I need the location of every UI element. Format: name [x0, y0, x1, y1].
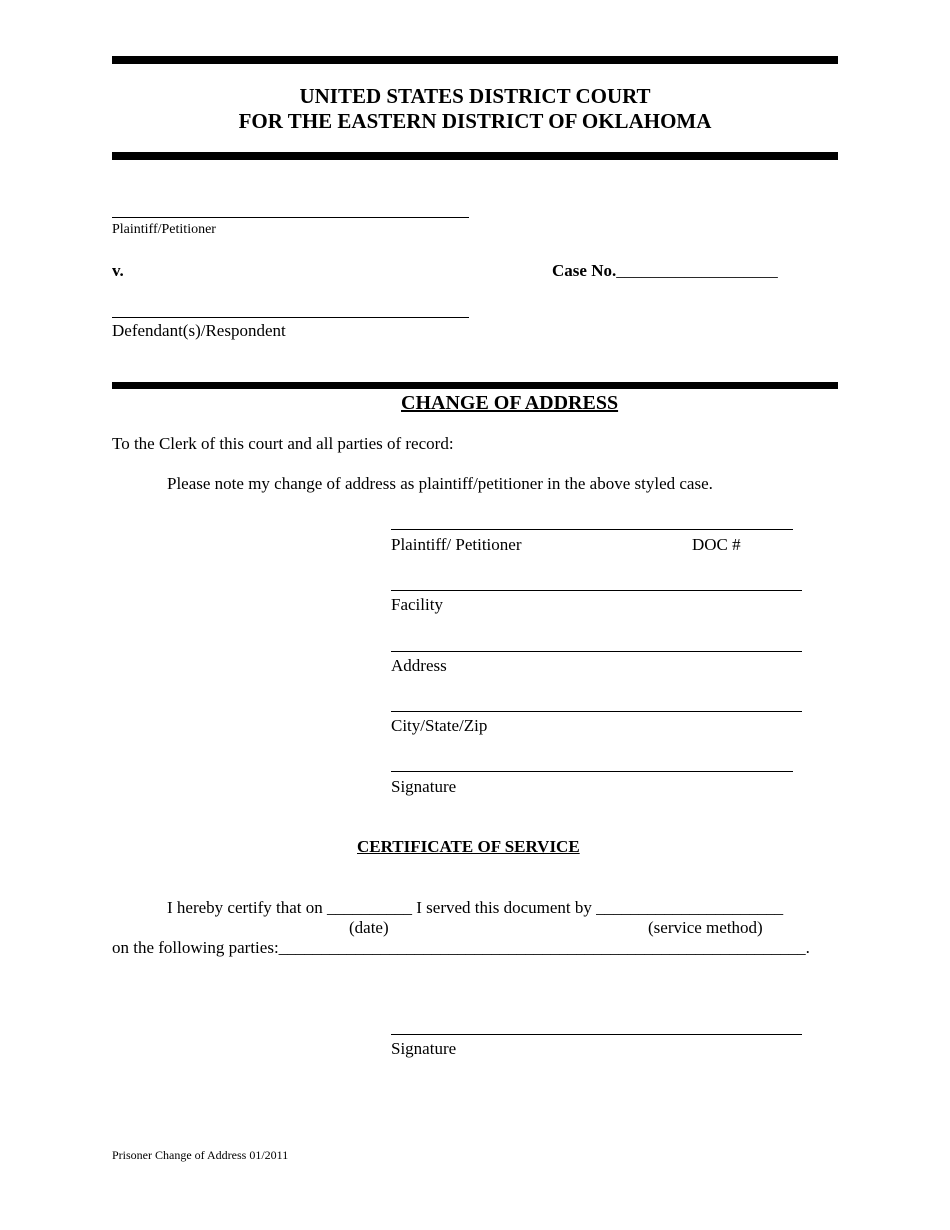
doc-number-label: DOC #: [692, 535, 741, 554]
versus-label: v.: [112, 261, 124, 280]
certify-text-b: I served this document by: [416, 898, 592, 917]
salutation: To the Clerk of this court and all parties of record:: [112, 434, 454, 453]
parties-line: [112, 939, 810, 956]
date-field[interactable]: __________: [327, 898, 413, 917]
date-caption: (date): [349, 918, 389, 937]
notice-title: CHANGE OF ADDRESS: [401, 392, 619, 414]
defendant-name-line[interactable]: [112, 317, 469, 318]
header-top-rule: [112, 56, 838, 64]
parties-label: on the following parties:: [112, 938, 279, 957]
signature-label: Signature: [391, 777, 457, 796]
section-rule: [112, 382, 838, 389]
certify-text-a: I hereby certify that on: [167, 898, 323, 917]
city-state-zip-line[interactable]: [391, 711, 802, 712]
parties-field[interactable]: ______________________________________________________________.: [278, 938, 810, 957]
form-identifier: Prisoner Change of Address 01/2011: [112, 1148, 289, 1162]
certificate-signature-label: Signature: [391, 1039, 457, 1058]
service-method-field[interactable]: ______________________: [596, 898, 784, 917]
certify-line: [167, 899, 783, 916]
notice-body: Please note my change of address as plaintiff/petitioner in the above styled case.: [167, 474, 713, 493]
certificate-title: CERTIFICATE OF SERVICE: [357, 837, 580, 856]
plaintiff-name-line[interactable]: [112, 217, 469, 218]
facility-line[interactable]: [391, 590, 802, 591]
city-state-zip-label: City/State/Zip: [391, 716, 488, 735]
sig-plaintiff-label: Plaintiff/ Petitioner: [391, 535, 522, 554]
court-district: FOR THE EASTERN DISTRICT OF OKLAHOMA: [238, 109, 712, 133]
certificate-signature-line[interactable]: [391, 1034, 802, 1035]
case-number: [552, 262, 778, 279]
plaintiff-doc-line[interactable]: [391, 529, 793, 530]
address-line[interactable]: [391, 651, 802, 652]
plaintiff-label: Plaintiff/Petitioner: [112, 222, 216, 237]
case-no-field[interactable]: ___________________: [616, 261, 778, 280]
service-method-caption: (service method): [648, 918, 763, 937]
address-label: Address: [391, 656, 447, 675]
facility-label: Facility: [391, 595, 443, 614]
case-no-label: Case No.: [552, 261, 617, 280]
defendant-label: Defendant(s)/Respondent: [112, 321, 286, 340]
signature-line[interactable]: [391, 771, 793, 772]
court-name: UNITED STATES DISTRICT COURT: [299, 84, 651, 108]
header-bottom-rule: [112, 152, 838, 160]
